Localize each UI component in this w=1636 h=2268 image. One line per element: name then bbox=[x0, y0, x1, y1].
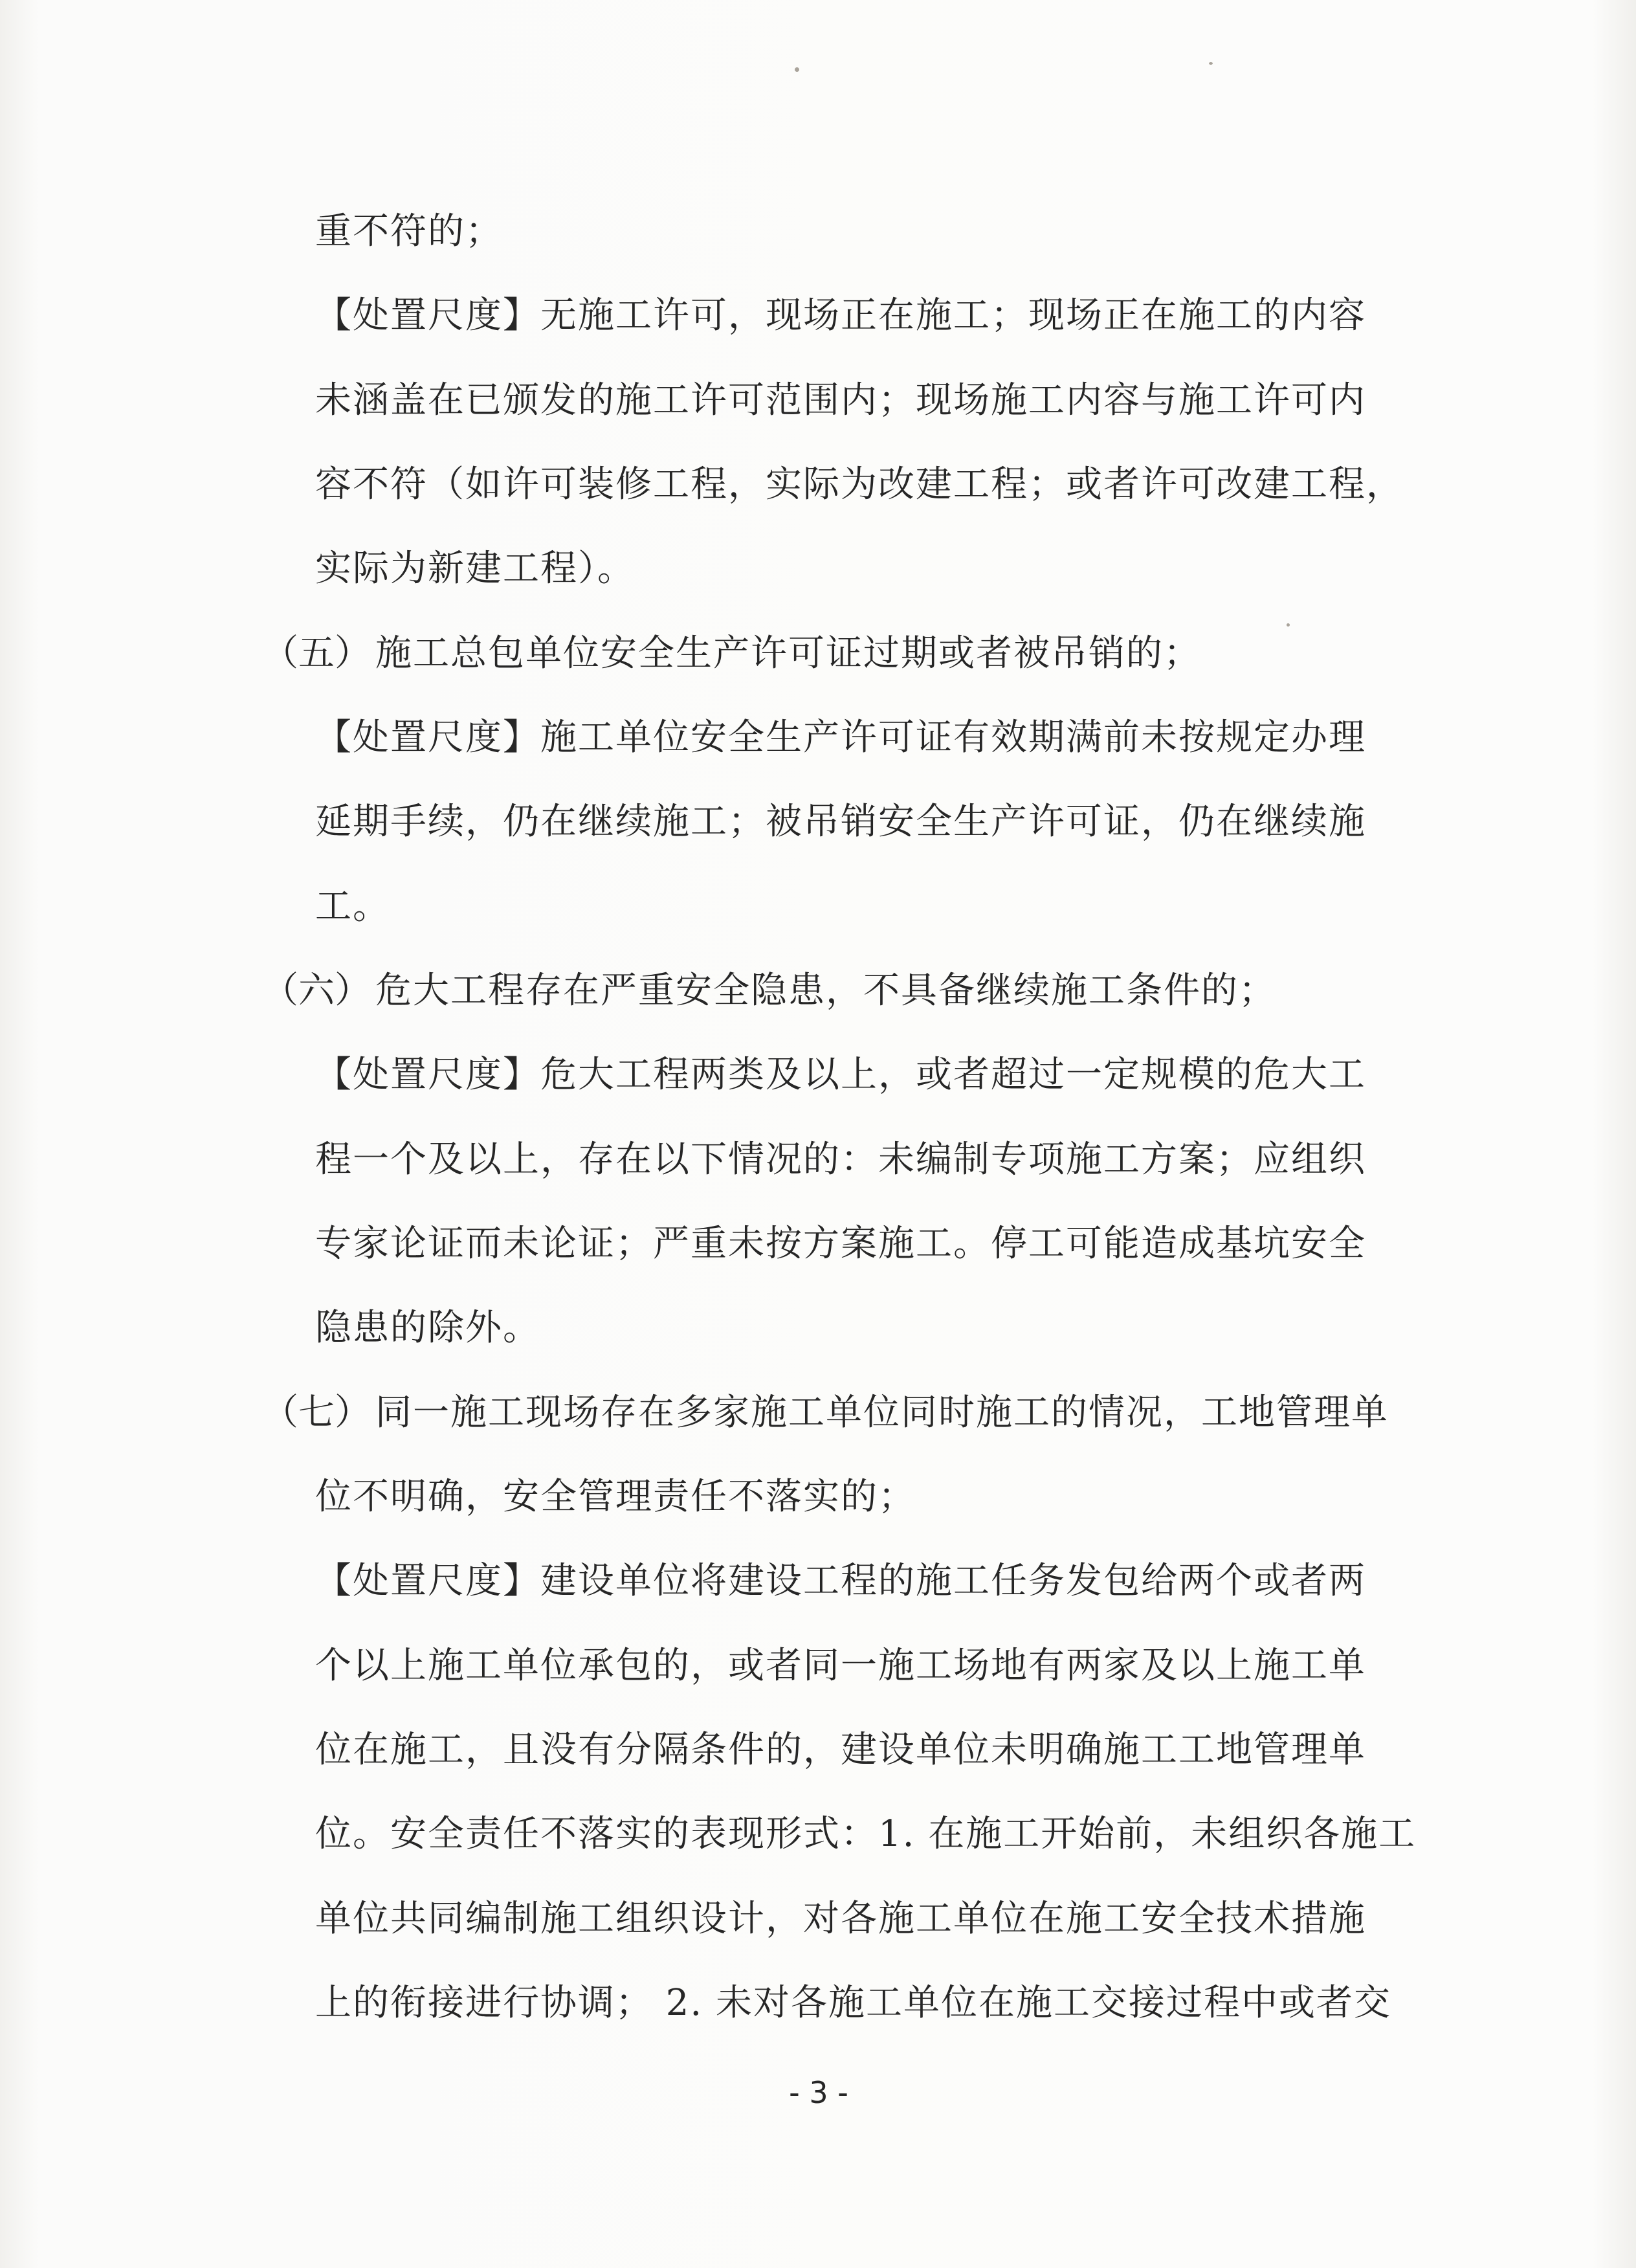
body-line: 【处置尺度】施工单位安全生产许可证有效期满前未按规定办理 bbox=[315, 717, 1366, 759]
body-line: 位不明确，安全管理责任不落实的； bbox=[315, 1476, 916, 1518]
body-line: 个以上施工单位承包的，或者同一施工场地有两家及以上施工单 bbox=[315, 1645, 1366, 1687]
item-number: （六） bbox=[262, 970, 371, 1012]
body-line: 上的衔接进行协调； 2. 未对各施工单位在施工交接过程中或者交 bbox=[315, 1982, 1392, 2024]
scan-speck bbox=[795, 67, 799, 72]
body-line: 【处置尺度】危大工程两类及以上，或者超过一定规模的危大工 bbox=[315, 1054, 1366, 1096]
body-line: 实际为新建工程）。 bbox=[315, 548, 635, 590]
scan-speck bbox=[1209, 62, 1213, 65]
page-number: - 3 - bbox=[789, 2075, 848, 2110]
body-line: 【处置尺度】建设单位将建设工程的施工任务发包给两个或者两 bbox=[315, 1560, 1366, 1602]
scan-speck bbox=[1287, 623, 1290, 627]
body-line: 位在施工，且没有分隔条件的，建设单位未明确施工工地管理单 bbox=[315, 1729, 1366, 1771]
body-line: 延期手续，仍在继续施工；被吊销安全生产许可证，仍在继续施 bbox=[315, 801, 1366, 843]
body-line: 容不符（如许可装修工程，实际为改建工程；或者许可改建工程， bbox=[315, 463, 1404, 506]
item-heading: 危大工程存在严重安全隐患，不具备继续施工条件的； bbox=[375, 970, 1276, 1012]
body-line: 专家论证而未论证；严重未按方案施工。停工可能造成基坑安全 bbox=[315, 1223, 1366, 1265]
body-line: 程一个及以上，存在以下情况的：未编制专项施工方案；应组织 bbox=[315, 1139, 1366, 1181]
item-heading: 同一施工现场存在多家施工单位同时施工的情况，工地管理单 bbox=[375, 1392, 1389, 1434]
body-line: 位。安全责任不落实的表现形式：1. 在施工开始前，未组织各施工 bbox=[315, 1813, 1417, 1855]
item-number: （五） bbox=[262, 632, 371, 674]
item-heading: 施工总包单位安全生产许可证过期或者被吊销的； bbox=[375, 632, 1201, 674]
item-number: （七） bbox=[262, 1392, 371, 1434]
body-line: 【处置尺度】无施工许可，现场正在施工；现场正在施工的内容 bbox=[315, 295, 1366, 337]
body-line: 工。 bbox=[315, 885, 390, 928]
body-line: 单位共同编制施工组织设计，对各施工单位在施工安全技术措施 bbox=[315, 1898, 1366, 1940]
body-line: 未涵盖在已颁发的施工许可范围内；现场施工内容与施工许可内 bbox=[315, 379, 1366, 421]
body-line: 隐患的除外。 bbox=[315, 1307, 540, 1349]
body-line: 重不符的； bbox=[315, 210, 503, 252]
